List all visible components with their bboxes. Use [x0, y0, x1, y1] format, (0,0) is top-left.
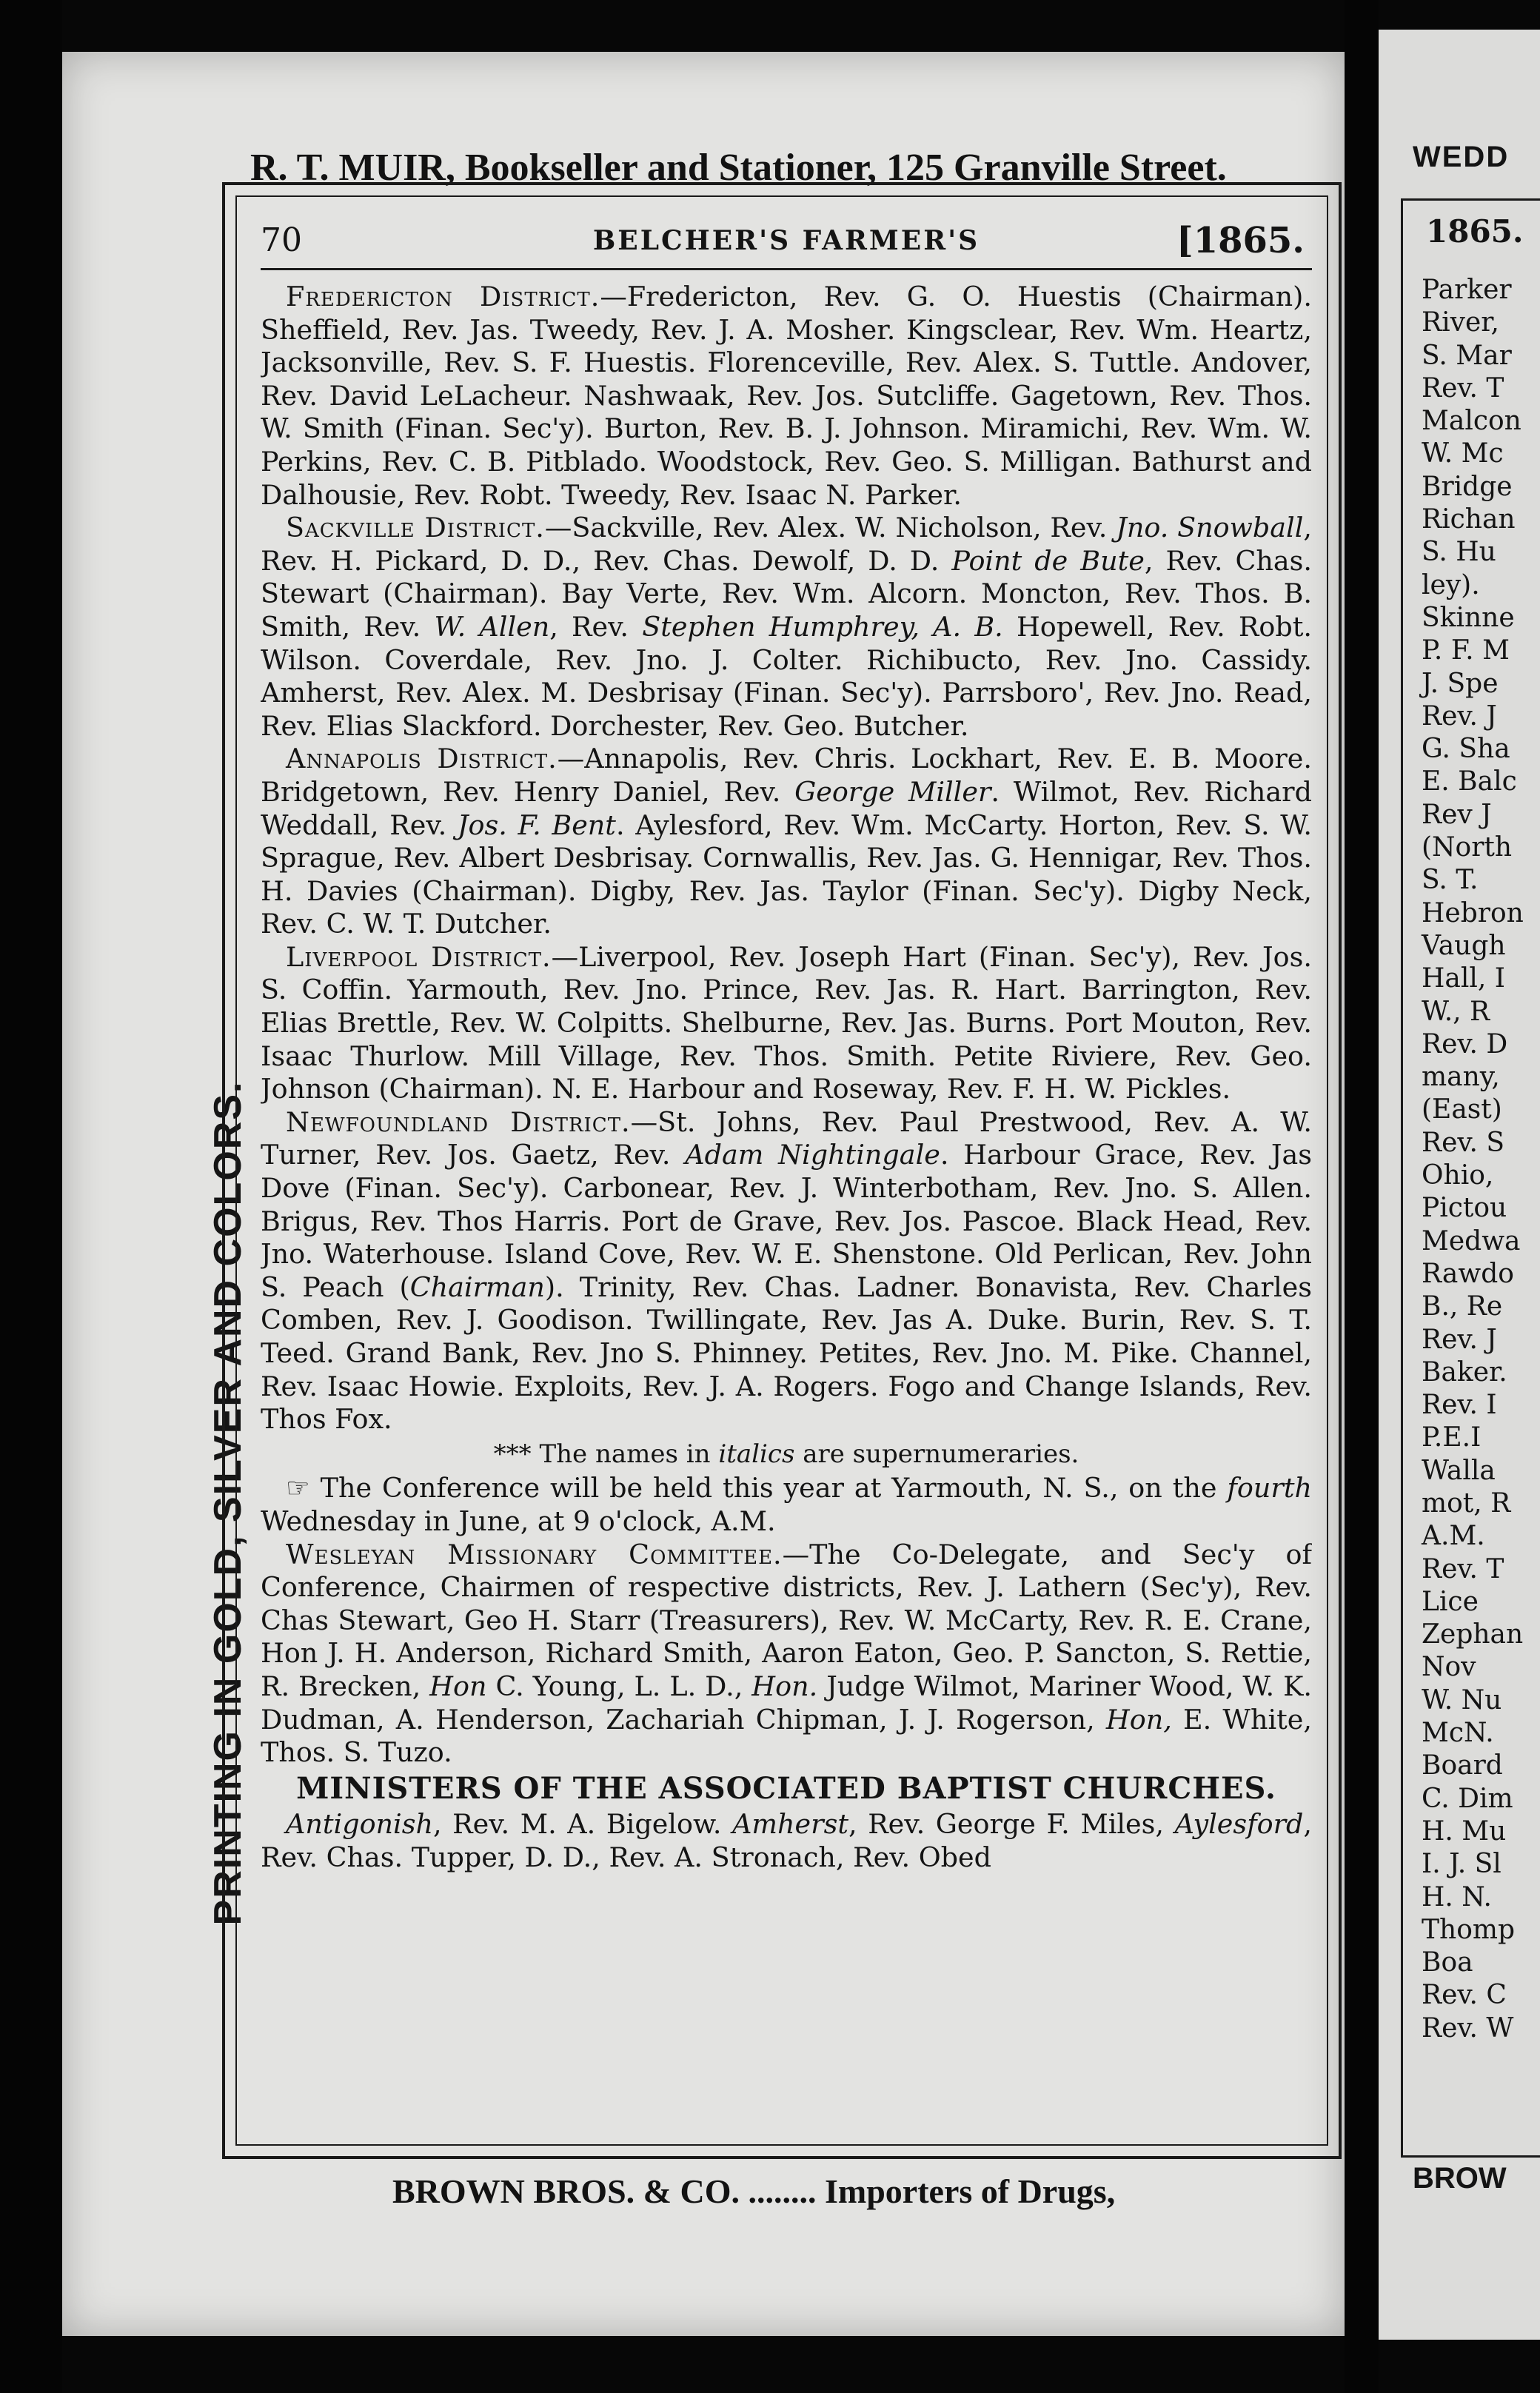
facing-page-line: many, [1422, 1062, 1500, 1093]
district-heading: Liverpool District. [286, 940, 552, 973]
supernumerary-name: Jno. Snowball [1116, 512, 1304, 544]
sackville-district [261, 512, 1312, 743]
facing-page-line: Thomp [1422, 1914, 1516, 1945]
facing-page-line: Malcon [1422, 406, 1521, 437]
facing-page-line: S. Hu [1422, 537, 1496, 568]
supernumerary-name: Jos. F. Bent [457, 809, 616, 841]
facing-page-line: Skinne [1422, 602, 1515, 633]
facing-page-line: Board [1422, 1750, 1503, 1781]
place-name: Aylesford [1174, 1808, 1304, 1841]
facing-page-line: Richan [1422, 504, 1516, 535]
facing-page-line: A.M. [1422, 1521, 1485, 1552]
committee-text: —The Co-Delegate, and Sec'y of Conference, Chairmen of respective districts, Rev. J. Lathern (Sec'y), Rev. Chas Stewart, Geo H. Starr (Treasurers), Rev. W. McCarty, Rev. R. E. Crane, Hon J. H. Anderson, Richard Smith, Aaron Eaton, Geo. P. Sancton, S. Rettie, R. Brecken, [261, 1538, 1312, 1702]
liverpool-district [261, 941, 1312, 1106]
district-heading: Sackville District. [286, 512, 545, 544]
facing-page-line: H. Mu [1422, 1815, 1507, 1847]
facing-page-line: River, [1422, 307, 1499, 338]
facing-page-line: Vaugh [1422, 930, 1506, 961]
facing-page-line: W. Nu [1422, 1684, 1502, 1716]
facing-page-line: Rev. J [1422, 1324, 1497, 1355]
directory-body [261, 281, 1312, 1875]
facing-page-line: I. J. Sl [1422, 1849, 1502, 1880]
facing-page-line: C. Dim [1422, 1783, 1513, 1814]
facing-page-line: P.E.I [1422, 1422, 1482, 1453]
supernumerary-place: Point de Bute [951, 544, 1145, 577]
facing-page-bottom-ad: BROW [1413, 2162, 1507, 2195]
newfoundland-district [261, 1106, 1312, 1436]
facing-page-line: Ohio, [1422, 1160, 1494, 1191]
facing-page-line: B., Re [1422, 1291, 1503, 1322]
district-text: . Harbour Grace, Rev. Jas Dove (Finan. Sec'y). Carbonear, Rev. J. Winterbotham, Rev. Jno. S. Allen. Brigus, Rev. Thos Harris. Port de Grave, Rev. Jos. Pascoe. Black Head, Rev. Jno. Waterhouse. Island Cove, Rev. W. E. Shenstone. Old Perlican, Rev. John S. Peach ( [261, 1139, 1312, 1303]
committee-text: Judge Wilmot, Mariner Wood, W. K. Dudman, A. Henderson, Zachariah Chipman, J. J. Rogerson, [261, 1670, 1312, 1736]
facing-page-year: 1865. [1426, 213, 1524, 250]
facing-page-line: E. Balc [1422, 766, 1517, 797]
facing-page-line: Rev. C [1422, 1980, 1507, 2011]
page-content [261, 213, 1312, 2094]
facing-page-line: Rev J [1422, 799, 1492, 830]
notice-italic: fourth [1227, 1472, 1312, 1505]
book-gutter [1345, 0, 1379, 2393]
italics-note [261, 1438, 1312, 1471]
notice-text: Wednesday in June, at 9 o'clock, A.M. [261, 1505, 776, 1537]
district-text: —Fredericton, Rev. G. O. Huestis (Chairman). Sheffield, Rev. Jas. Tweedy, Rev. J. A. Mosher. Kingsclear, Rev. Wm. Heartz, Jacksonville, Rev. S. F. Huestis. Florenceville, Rev. Alex. S. Tuttle. Andover, Rev. David LeLacheur. Nashwaak, Rev. Jos. Sutcliffe. Gagetown, Rev. Thos. W. Smith (Finan. Sec'y). Burton, Rev. B. J. Johnson. Miramichi, Rev. Wm. W. Perkins, Rev. C. B. Pitblado. Woodstock, Rev. Geo. S. Milligan. Bathurst and Dalhousie, Rev. Robt. Tweedy, Rev. Isaac N. Parker. [261, 281, 1312, 511]
facing-page-line: Rev. T [1422, 372, 1504, 404]
facing-page-line: Bridge [1422, 471, 1513, 502]
left-scan-margin [0, 0, 62, 2393]
place-name: Antigonish [286, 1808, 433, 1841]
fredericton-district [261, 281, 1312, 512]
supernumerary-name: George Miller [794, 775, 991, 808]
district-heading: Fredericton District. [286, 281, 600, 312]
annapolis-district [261, 743, 1312, 941]
facing-page-line: Pictou [1422, 1193, 1507, 1224]
supernumerary-name: W. Allen [434, 610, 550, 643]
district-heading: Annapolis District. [286, 743, 558, 775]
district-text: —Liverpool, Rev. Joseph Hart (Finan. Sec'y), Rev. Jos. S. Coffin. Yarmouth, Rev. Jno. Prince, Rev. Jas. R. Hart. Barrington, Rev. Elias Brettle, Rev. W. Colpitts. Shelburne, Rev. Jas. Burns. Port Mouton, Rev. Isaac Thurlow. Mill Village, Rev. Thos. Smith. Petite Riviere, Rev. Geo. Johnson (Chairman). N. E. Harbour and Roseway, Rev. F. H. W. Pickles. [261, 940, 1312, 1105]
facing-page-line: Rev. J [1422, 700, 1497, 732]
place-name: Amherst [732, 1808, 848, 1841]
district-text: ). Trinity, Rev. Chas. Ladner. Bonavista, Rev. Charles Comben, Rev. J. Goodison. Twillingate, Rev. Jas A. Duke. Burin, Rev. S. T. Teed. Grand Bank, Rev. Jno S. Phinney. Petites, Rev. Jno. M. Pike. Channel, Rev. Isaac Howie. Exploits, Rev. J. A. Rogers. Fogo and Change Islands, Rev. Thos Fox. [261, 1271, 1312, 1436]
district-text: , Rev. H. Pickard, D. D., Rev. Chas. Dewolf, D. D. [261, 512, 1312, 577]
facing-page-line: Nov [1422, 1652, 1476, 1683]
conference-notice [261, 1472, 1312, 1538]
facing-page-line: Rev. T [1422, 1553, 1504, 1584]
facing-page-line: (North [1422, 832, 1513, 863]
facing-page-line: Zephan [1422, 1619, 1524, 1650]
facing-page-line: (East) [1422, 1094, 1502, 1125]
baptist-text: , Rev. M. A. Bigelow. [432, 1808, 733, 1841]
committee-italic: Hon, [1105, 1703, 1172, 1736]
facing-page-line: Walla [1422, 1455, 1496, 1486]
baptist-text: , Rev. George F. Miles, [848, 1808, 1175, 1841]
page-number: 70 [261, 221, 302, 259]
facing-page-line: P. F. M [1422, 635, 1510, 666]
facing-page-line: Lice [1422, 1586, 1479, 1617]
district-text: —St. Johns, Rev. Paul Prestwood, Rev. A. W. Turner, Rev. Jos. Gaetz, Rev. [261, 1105, 1312, 1171]
baptist-text: , Rev. Chas. Tupper, D. D., Rev. A. Stronach, Rev. Obed [261, 1808, 1312, 1873]
facing-page-line: Rev. S [1422, 1127, 1505, 1158]
committee-text: E. White, Thos. S. Tuzo. [261, 1703, 1312, 1769]
district-text: . Wilmot, Rev. Richard Weddall, Rev. [261, 775, 1312, 841]
district-text: , Rev. [549, 610, 643, 643]
district-text: , Rev. Chas. Stewart (Chairman). Bay Verte, Rev. Wm. Alcorn. Moncton, Rev. Thos. B. Smith, Rev. [261, 544, 1312, 643]
facing-page [1379, 30, 1540, 2340]
bottom-advertisement: BROWN BROS. & CO. ........ Importers of Drugs, [392, 2172, 1116, 2210]
committee-text: C. Young, L. L. D., [486, 1670, 752, 1702]
facing-page-line: G. Sha [1422, 734, 1510, 765]
district-text: —Annapolis, Rev. Chris. Lockhart, Rev. E. B. Moore. Bridgetown, Rev. Henry Daniel, Rev. [261, 743, 1312, 808]
supernumerary-name: Stephen Humphrey, A. B. [642, 610, 1003, 643]
facing-page-line: Rev. D [1422, 1028, 1508, 1060]
committee-italic: Hon [429, 1670, 487, 1702]
baptist-heading: MINISTERS OF THE ASSOCIATED BAPTIST CHURCHES. [296, 1770, 1276, 1806]
facing-page-top-ad: WEDD [1413, 141, 1510, 173]
chairman-label: Chairman [409, 1271, 545, 1303]
facing-page-line: J. Spe [1422, 668, 1499, 699]
facing-page-line: S. T. [1422, 865, 1479, 896]
running-header [261, 213, 1312, 270]
baptist-ministers [261, 1808, 1312, 1874]
note-italic: italics [718, 1439, 795, 1469]
header-year: [1865. [1176, 220, 1305, 261]
district-text: Hopewell, Rev. Robt. Wilson. Coverdale, Rev. Jno. J. Colter. Richibucto, Rev. Jno. Cassidy. Amherst, Rev. Alex. M. Desbrisay (Finan. Sec'y). Parrsboro', Rev. Jno. Read, Rev. Elias Slackford. Dorchester, Rev. Geo. Butcher. [261, 610, 1312, 742]
facing-page-line: W., R [1422, 996, 1490, 1027]
running-title: BELCHER'S FARMER'S [592, 225, 980, 256]
facing-page-line: Rawdo [1422, 1258, 1514, 1289]
facing-page-line: Boa [1422, 1947, 1473, 1978]
missionary-committee [261, 1539, 1312, 1770]
facing-page-line: Hall, I [1422, 963, 1505, 994]
facing-page-line: S. Mar [1422, 340, 1512, 371]
district-text: . Aylesford, Rev. Wm. McCarty. Horton, Rev. S. W. Sprague, Rev. Albert Desbrisay. Cornwallis, Rev. Jas. G. Hennigar, Rev. Thos. H. Davies (Chairman). Digby, Rev. Jas. Taylor (Finan. Sec'y). Digby Neck, Rev. C. W. T. Dutcher. [261, 809, 1312, 940]
facing-page-line: Hebron [1422, 897, 1524, 928]
committee-heading: Wesleyan Missionary Committee. [286, 1538, 783, 1570]
side-advertisement: PRINTING IN GOLD, SILVER AND COLORS. [207, 1080, 250, 1926]
facing-page-line: H. N. [1422, 1881, 1492, 1912]
pointing-hand-icon: ☞ [286, 1472, 310, 1505]
facing-page-line: Rev. I [1422, 1390, 1497, 1421]
notice-text: The Conference will be held this year at Yarmouth, N. S., on the [309, 1472, 1228, 1505]
facing-page-line: ley). [1422, 569, 1480, 600]
facing-page-line: Baker. [1422, 1356, 1507, 1388]
facing-page-line: McN. [1422, 1718, 1494, 1749]
top-advertisement: R. T. MUIR, Bookseller and Stationer, 125 Granville Street. [250, 147, 1227, 189]
facing-page-lines [1422, 274, 1524, 2045]
district-text: —Sackville, Rev. Alex. W. Nicholson, Rev. [544, 512, 1116, 544]
facing-page-line: W. Mc [1422, 438, 1504, 469]
committee-italic: Hon. [751, 1670, 818, 1702]
district-heading: Newfoundland District. [286, 1105, 631, 1138]
note-text: are supernumeraries. [794, 1439, 1079, 1469]
supernumerary-name: Adam Nightingale [685, 1139, 940, 1171]
facing-page-line: Rev. W [1422, 2012, 1514, 2044]
facing-page-line: mot, R [1422, 1487, 1511, 1519]
facing-page-line: Parker [1422, 275, 1512, 305]
note-text: *** The names in [493, 1439, 719, 1469]
facing-page-line: Medwa [1422, 1225, 1521, 1256]
